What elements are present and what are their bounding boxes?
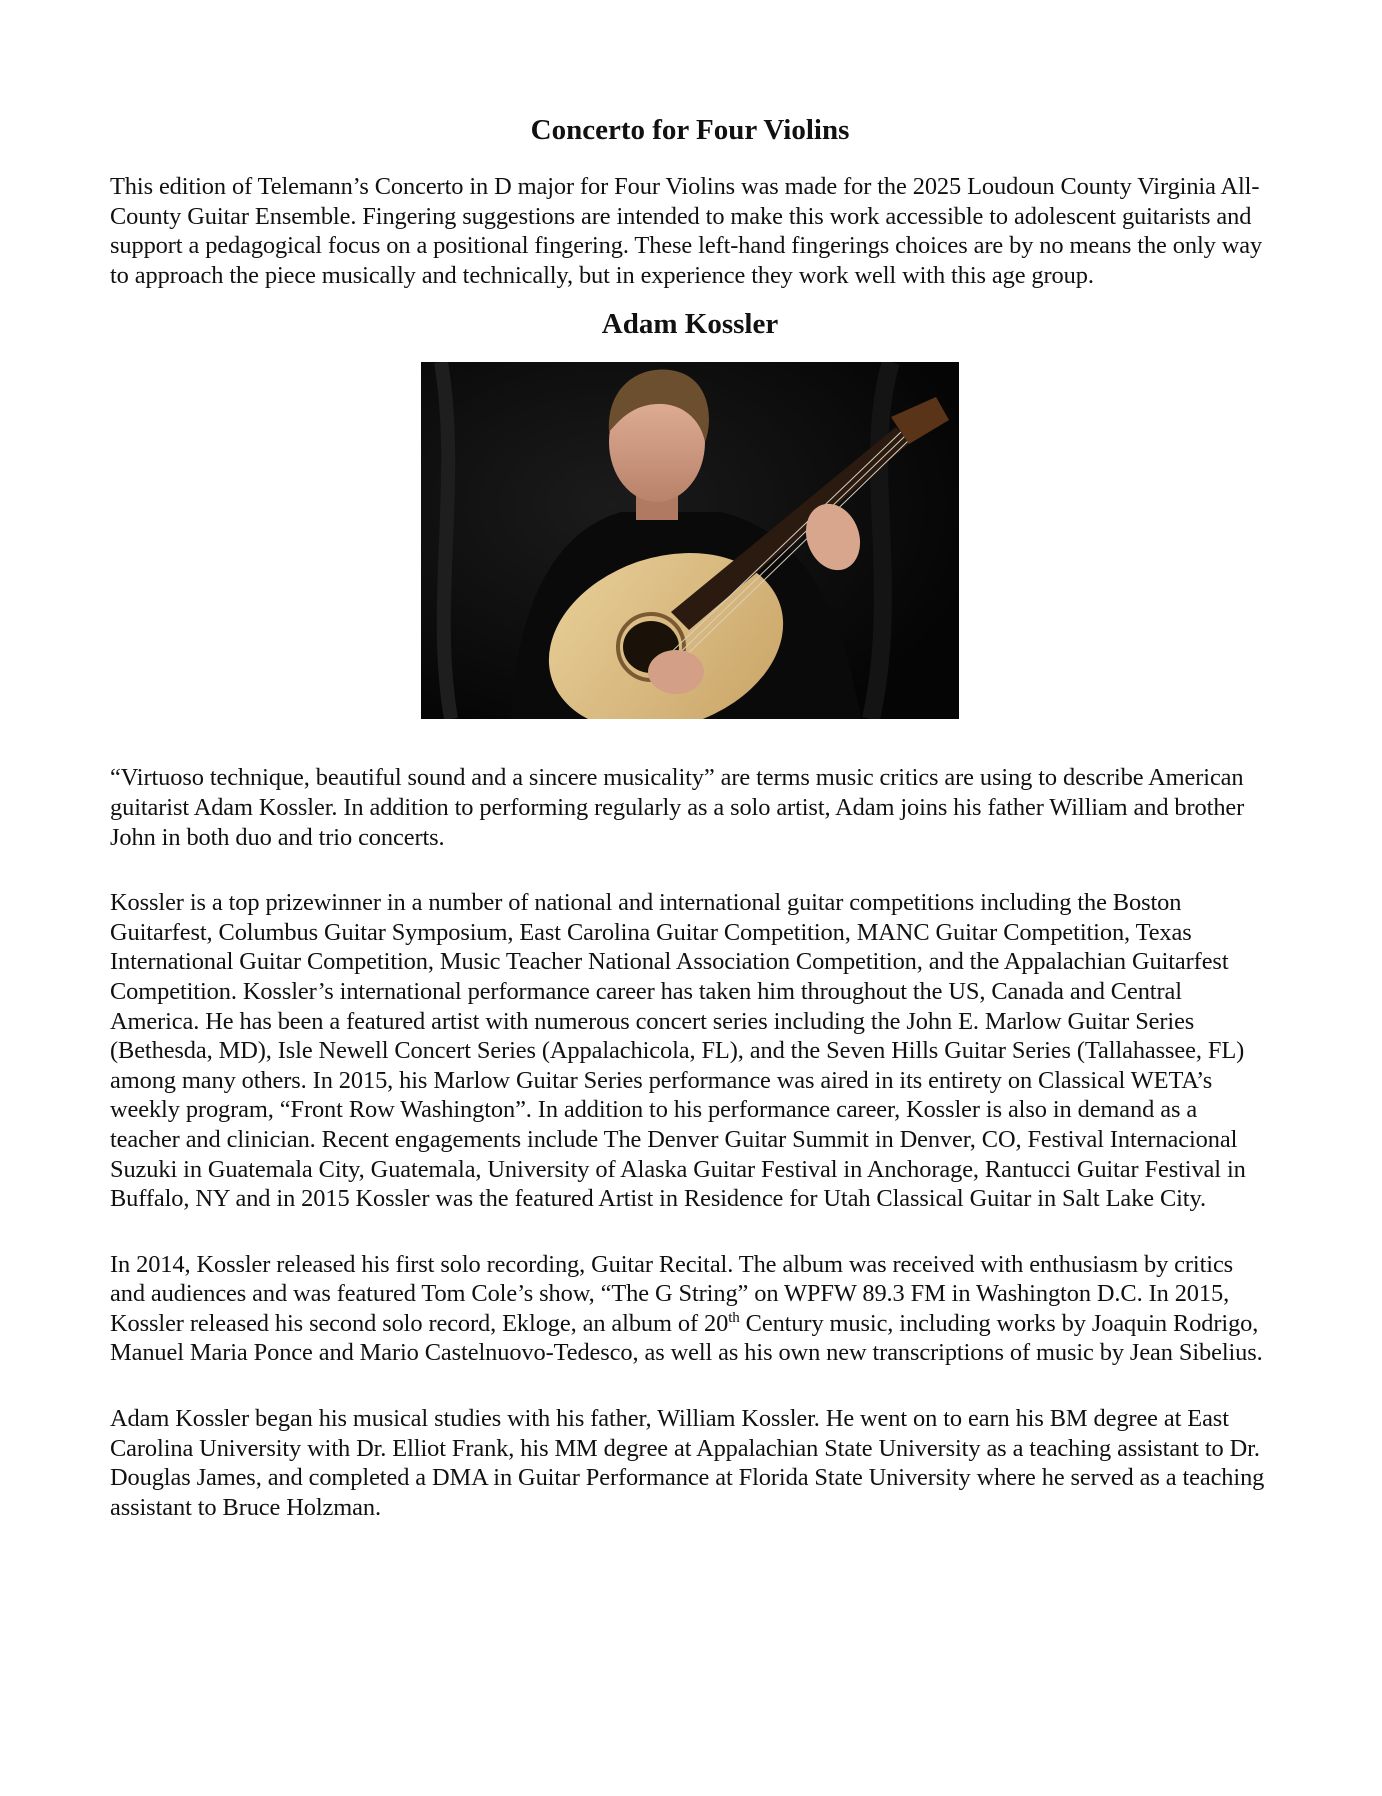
page-content bbox=[110, 110, 1270, 1522]
bio-paragraph-1: “Virtuoso technique, beautiful sound and a sincere musicality” are terms music critics are using to describe American guitarist Adam Kossler. In addition to performing regularly as a solo artist, Adam joins his father William and brother John in both duo and trio concerts. bbox=[110, 764, 1245, 851]
ordinal-suffix: th bbox=[728, 1309, 740, 1326]
bio-paragraph-2: Kossler is a top prizewinner in a number of national and international guitar competitions including the Boston Guitarfest, Columbus Guitar Symposium, East Carolina Guitar Competition, MANC Guitar Competition, Texas International Guitar Competition, Music Teacher National Association Competition, and the Appalachian Guitarfest Competition. Kossler’s international performance career has taken him throughout the US, Canada and Central America. He has been a featured artist with numerous concert series including the John E. Marlow Guitar Series (Bethesda, MD), Isle Newell Concert Series (Appalachicola, FL), and the Seven Hills Guitar Series (Tallahassee, FL) among many others. In 2015, his Marlow Guitar Series performance was aired in its entirety on Classical WETA’s weekly program, “Front Row Washington”. In addition to his performance career, Kossler is also in demand as a teacher and clinician. Recent engagements include The Denver Guitar Summit in Denver, CO, Festival Internacional Suzuki in Guatemala City, Guatemala, University of Alaska Guitar Festival in Anchorage, Rantucci Guitar Festival in Buffalo, NY and in 2015 Kossler was the featured Artist in Residence for Utah Classical Guitar in Salt Lake City. bbox=[110, 889, 1246, 1213]
photo-container bbox=[110, 362, 1270, 719]
bio-paragraph-3 bbox=[110, 1250, 1270, 1368]
artist-photo bbox=[421, 362, 959, 719]
bio-paragraph-3-start: In 2014, Kossler released his first solo recording, Guitar Recital. The album was received with enthusiasm by critics and audiences and was featured Tom Cole’s show, “The G String” on WPFW 89.3 FM in Washington D.C. In 2015, Kossler released his second solo record, Ekloge, an album of 20 bbox=[110, 1250, 1234, 1337]
artist-name-heading: Adam Kossler bbox=[601, 308, 779, 341]
bio-paragraph-4: Adam Kossler began his musical studies with his father, William Kossler. He went on to earn his BM degree at East Carolina University with Dr. Elliot Frank, his MM degree at Appalachian State University as a teaching assistant to Dr. Douglas James, and completed a DMA in Guitar Performance at Florida State University where he served as a teaching assistant to Bruce Holzman. bbox=[110, 1405, 1265, 1521]
guitarist-photo-illustration bbox=[421, 362, 959, 719]
document-title: Concerto for Four Violins bbox=[530, 114, 850, 146]
bio-paragraph-3-end: Century music, including works by Joaquin Rodrigo, Manuel Maria Ponce and Mario Castelnuovo-Tedesco, as well as his own new transcriptions of music by Jean Sibelius. bbox=[110, 1309, 1263, 1367]
intro-paragraph: This edition of Telemann’s Concerto in D major for Four Violins was made for the 2025 Loudoun County Virginia All-County Guitar Ensemble. Fingering suggestions are intended to make this work accessible to adolescent guitarists and support a pedagogical focus on a positional fingering. These left-hand fingerings choices are by no means the only way to approach the piece musically and technically, but in experience they work well with this age group. bbox=[110, 173, 1263, 289]
